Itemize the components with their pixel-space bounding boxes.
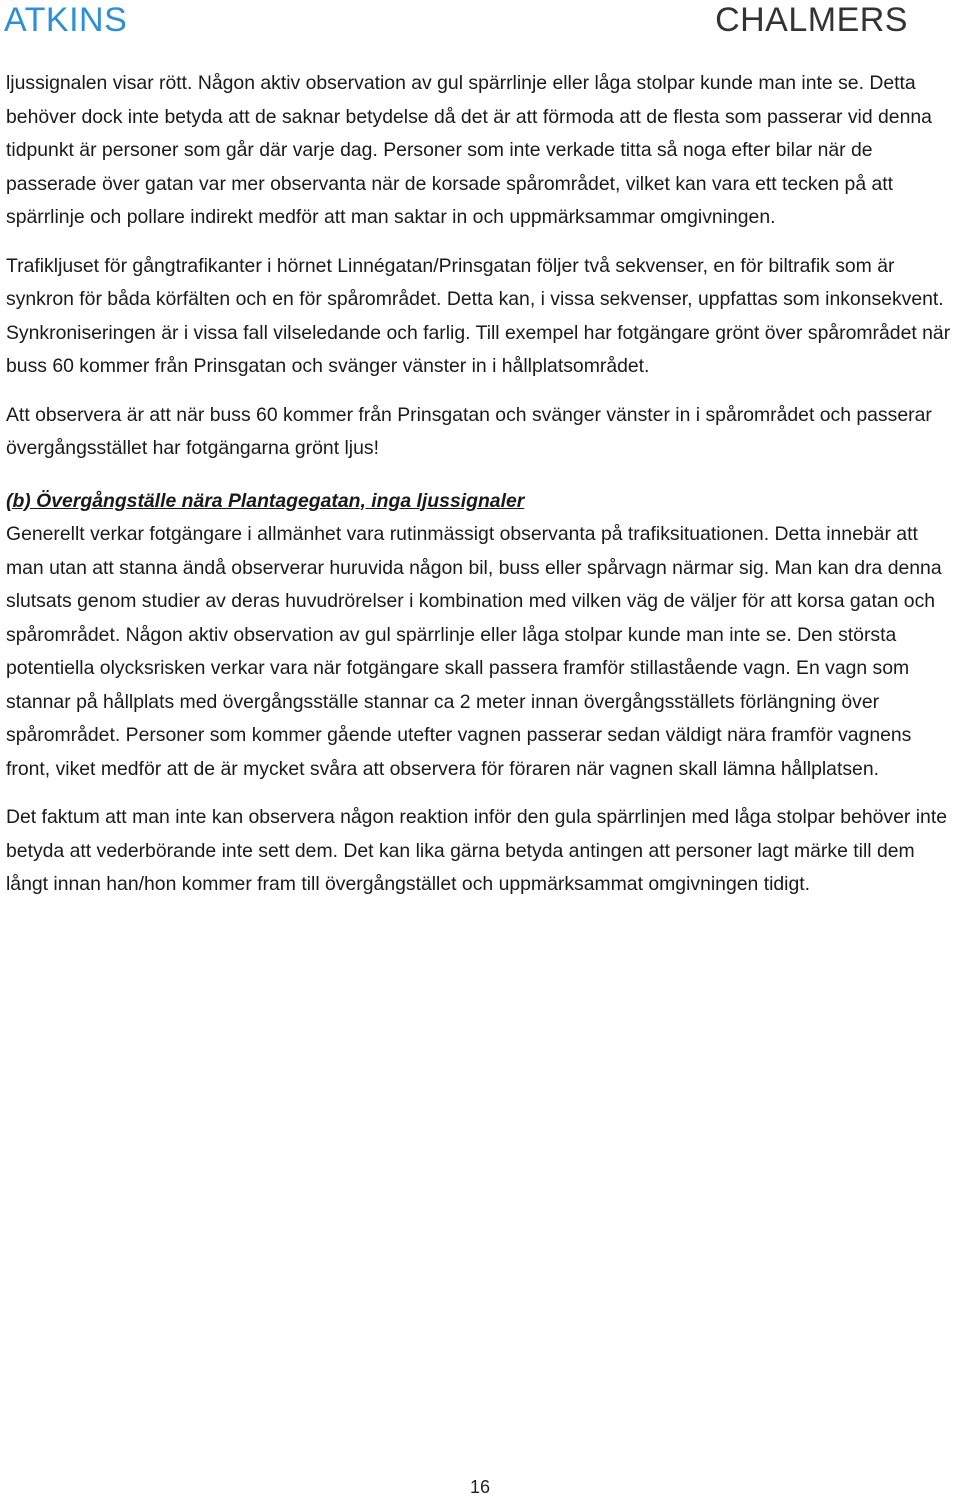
page-header — [0, 0, 960, 44]
document-body — [6, 67, 956, 902]
paragraph-4: Generellt verkar fotgängare i allmänhet vara rutinmässigt observanta på trafiksituationen. Detta innebär att man utan att stanna ändå observerar huruvida någon bil, buss eller spårvagn närmar sig. Man kan dra denna slutsats genom studier av deras huvudrörelser i kombination med vilken väg de väljer för att korsa gatan och spårområdet. Någon aktiv observation av gul spärrlinje eller låga stolpar kunde man inte se. Den största potentiella olycksrisken verkar vara när fotgängare skall passera framför stillastående vagn. En vagn som stannar på hållplats med övergångsställe stannar ca 2 meter innan övergångsställets förlängning över spårområdet. Personer som kommer gående utefter vagnen passerar sedan väldigt nära framför vagnens front, viket medför att de är mycket svåra att observera för föraren när vagnen skall lämna hållplatsen. — [6, 523, 942, 780]
paragraph-2: Trafikljuset för gångtrafikanter i hörnet Linnégatan/Prinsgatan följer två sekvenser, en för biltrafik som är synkron för båda körfälten och en för spårområdet. Detta kan, i vissa sekvenser, uppfattas som inkonsekvent. Synkroniseringen är i vissa fall vilseledande och farlig. Till exempel har fotgängare grönt över spårområdet när buss 60 kommer från Prinsgatan och svänger vänster in i hållplatsområdet. — [6, 254, 951, 377]
chalmers-logo: CHALMERS — [715, 1, 908, 39]
paragraph-3: Att observera är att när buss 60 kommer från Prinsgatan och svänger vänster in i spårområdet och passerar övergångsstället har fotgängarna grönt ljus! — [6, 403, 932, 459]
paragraph-5: Det faktum att man inte kan observera någon reaktion inför den gula spärrlinjen med låga stolpar behöver inte betyda att vederbörande inte sett dem. Det kan lika gärna betyda antingen att personer lagt märke till dem långt innan han/hon kommer fram till övergångstället och uppmärksammat omgivningen tidigt. — [6, 806, 947, 895]
atkins-logo: ATKINS — [4, 1, 128, 39]
section-heading-b: (b) Övergångställe nära Plantagegatan, inga ljussignaler — [6, 489, 525, 512]
page-number: 16 — [469, 1477, 491, 1497]
paragraph-1: ljussignalen visar rött. Någon aktiv observation av gul spärrlinje eller låga stolpar kunde man inte se. Detta behöver dock inte betyda att de saknar betydelse då det är att förmoda att de flesta som passerar vid denna tidpunkt är personer som går där varje dag. Personer som inte verkade titta så noga efter bilar när de passerade över gatan var mer observanta när de korsade spårområdet, vilket kan vara ett tecken på att spärrlinje och pollare indirekt medför att man saktar in och uppmärksammar omgivningen. — [6, 72, 932, 228]
